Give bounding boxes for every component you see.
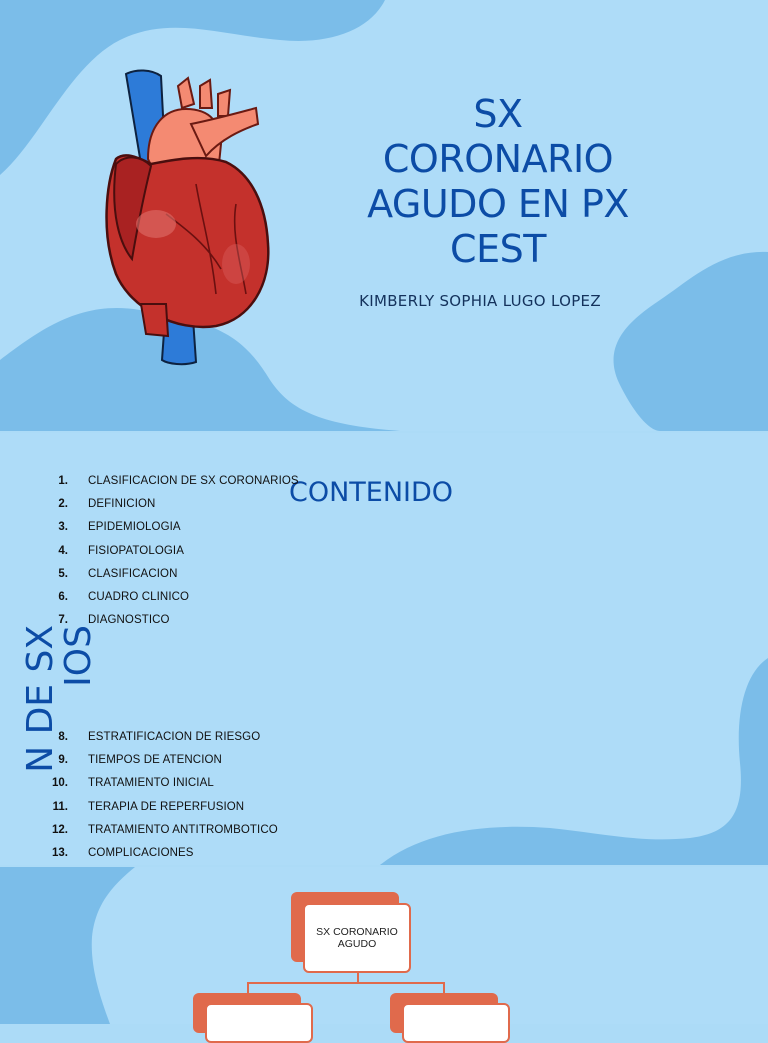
contents-item [40,469,299,492]
slide-title [0,0,768,431]
contents-item-number: 6. [58,591,68,604]
contents-item-text: TRATAMIENTO INICIAL [88,777,214,790]
contents-item-number: 7. [58,614,68,627]
heart-illustration [96,64,276,364]
contents-item [40,539,299,562]
contents-item-number: 1. [58,474,68,487]
contents-heading: CONTENIDO [289,477,454,508]
contents-item-text: CUADRO CLINICO [88,591,190,604]
root-box-label: SX CORONARIO AGUDO [316,926,398,950]
connector-horizontal [247,982,445,984]
contents-item-number: 10. [52,777,68,790]
contents-item-number: 3. [58,521,68,534]
contents-item-number: 4. [58,544,68,557]
contents-item-text: EPIDEMIOLOGIA [88,521,181,534]
contents-item-text: TRATAMIENTO ANTITROMBOTICO [88,823,278,836]
contents-item-text: CLASIFICACION DE SX CORONARIOS [88,474,299,487]
contents-item-text: DEFINICION [88,497,156,510]
contents-item-text: CLASIFICACION [88,567,178,580]
author-name: KIMBERLY SOPHIA LUGO LOPEZ [359,292,601,310]
contents-item-text: COMPLICACIONES [88,847,194,860]
contents-item-text: TERAPIA DE REPERFUSION [88,800,245,813]
contents-item-number: 12. [52,823,68,836]
presentation-title: SX CORONARIO AGUDO EN PX CEST [367,92,629,271]
contents-list-part-1 [40,469,299,632]
root-box [303,903,411,973]
contents-item-number: 8. [58,730,68,743]
child-box-left [205,1003,313,1043]
contents-item-number: 11. [52,800,68,813]
contents-item [40,562,299,585]
contents-item-number: 2. [58,497,68,510]
child-box-right [402,1003,510,1043]
vertical-section-title: N DE SX IOS [20,625,99,773]
contents-item [40,585,299,608]
slide-contents [0,433,768,865]
contents-item-text: ESTRATIFICACION DE RIESGO [88,730,261,743]
contents-item-number: 9. [58,753,68,766]
contents-item-text: FISIOPATOLOGIA [88,544,184,557]
contents-item-number: 13. [52,847,68,860]
contents-item [40,492,299,515]
contents-item-text: TIEMPOS DE ATENCION [88,753,222,766]
contents-item-number: 5. [58,567,68,580]
contents-item [40,516,299,539]
contents-item-text: DIAGNOSTICO [88,614,170,627]
